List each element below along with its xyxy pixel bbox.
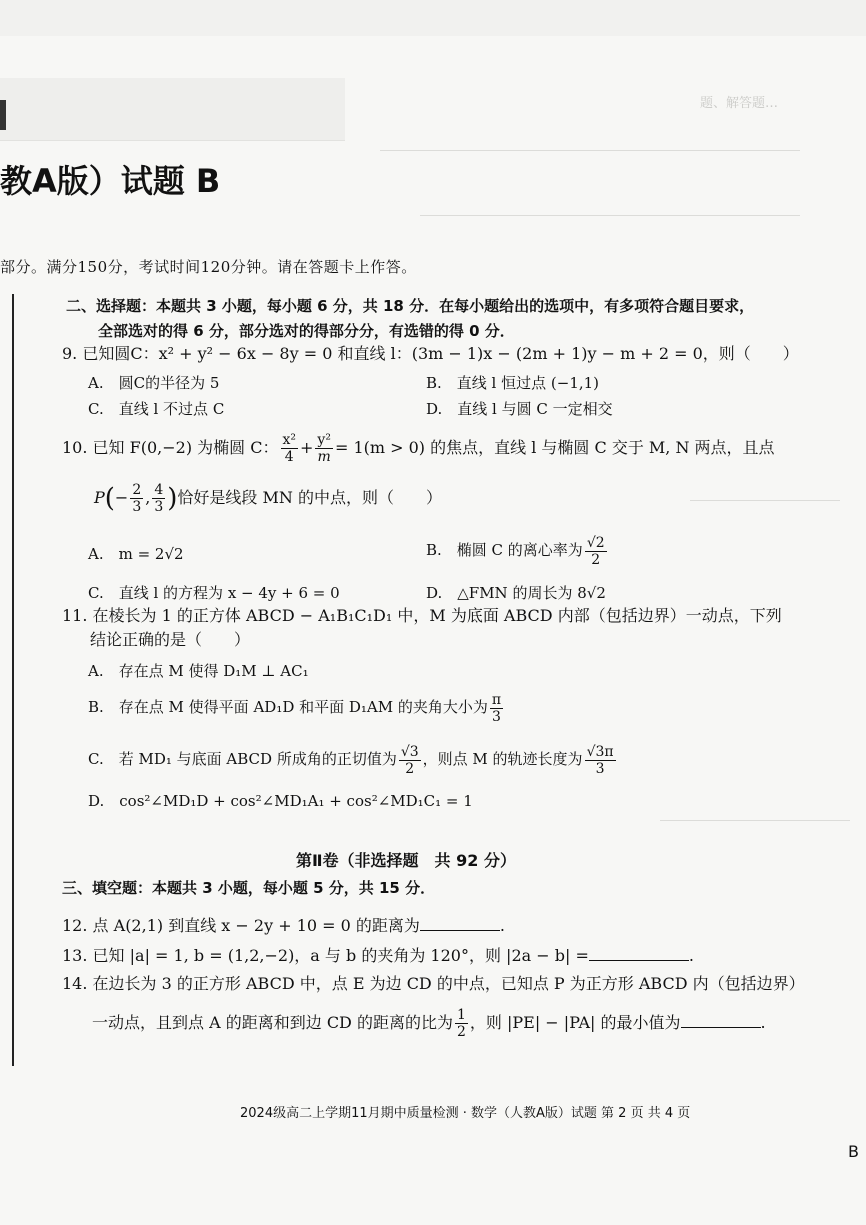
q10-option-b [426,530,609,570]
question-number: 14. [62,974,88,993]
question-number: 9. [62,344,78,363]
q9-option-b: B. 直线 l 恒过点 (−1,1) [426,374,600,392]
option-text: B. 存在点 M 使得平面 AD₁D 和平面 D₁AM 的夹角大小为 [88,698,488,716]
question-text: 恰好是线段 MN 的中点，则（ ） [177,488,442,507]
q9-option-d: D. 直线 l 与圆 C 一定相交 [426,400,613,418]
numerator: x² [282,432,297,448]
question-text: 已知 F(0,−2) 为椭圆 C： [92,438,279,457]
bleed-through-line [380,150,800,151]
section2-line2: 全部选对的得 6 分，部分选对的得部分分，有选错的得 0 分． [98,322,515,340]
q9-option-c: C. 直线 l 不过点 C [88,400,225,418]
question-12: 12. 点 A(2,1) 到直线 x − 2y + 10 = 0 的距离为 . [62,916,505,935]
question-14-line2: 一动点，且到点 A 的距离和到边 CD 的距离的比为 $\frac{1}{2}$ ，则 |PE| − |PA| 的最小值为 . [92,1007,766,1040]
option-text: C. 若 MD₁ 与底面 ABCD 所成角的正切值为 [88,750,397,768]
paren: ) [167,483,178,514]
denominator: m [317,449,331,465]
q10-option-c: C. 直线 l 的方程为 x − 4y + 6 = 0 [88,584,340,602]
numerator: π [491,691,502,708]
numerator: √2 [586,534,605,551]
denominator: 3 [492,708,501,725]
question-number: 12. [62,916,88,935]
question-11-stem [62,604,782,652]
page-heading: 教A版）试题 B [0,162,221,200]
q11-option-c [88,738,618,780]
fraction-pi-over-3 [490,692,503,725]
denominator: 3 [132,499,142,515]
section3-instructions: 三、填空题：本题共 3 小题，每小题 5 分，共 15 分． [62,879,436,897]
answer-blank [589,944,689,961]
pasted-over-header [0,78,345,141]
q11-option-d: D. cos²∠MD₁D + cos²∠MD₁A₁ + cos²∠MD₁C₁ = 1 [88,792,473,810]
answer-blank [420,914,500,931]
fraction-sqrt3pi-over-3 [585,744,616,777]
option-text: B. 椭圆 C 的离心率为 [426,541,583,559]
exam-notice: 部分。满分150分，考试时间120分钟。请在答题卡上作答。 [0,258,417,276]
question-number: 10. [62,438,88,457]
question-text: 在棱长为 1 的正方体 ABCD − A₁B₁C₁D₁ 中，M 为底面 ABCD 内部（包括边界）一动点，下列 [92,606,782,625]
denominator: 4 [284,449,294,465]
numerator: √3 [400,743,419,760]
q11-option-a: A. 存在点 M 使得 D₁M ⊥ AC₁ [88,662,309,680]
question-text: 点 A(2,1) 到直线 x − 2y + 10 = 0 的距离为 [92,916,420,935]
section2-instructions [66,294,754,344]
q9-option-a: A. 圆C的半径为 5 [88,374,220,392]
bleed-through-line [660,820,850,821]
fraction-1-over-2 [455,1007,468,1040]
section2-line1: 二、选择题：本题共 3 小题，每小题 6 分，共 18 分．在每小题给出的选项中，有多项符合题目要求， [66,297,755,315]
question-number: 13. [62,946,88,965]
fraction-sqrt2-over-2 [585,535,607,568]
question-text: 已知圆C：x² + y² − 6x − 8y = 0 和直线 l：(3m − 1)x − (2m + 1)y − m + 2 = 0，则（ ） [82,344,799,363]
fraction-y2-over-m [315,432,333,465]
question-13: 13. 已知 |a| = 1, b = (1,2,−2)，a 与 b 的夹角为 120°，则 |2a − b| = . [62,946,694,965]
bleed-through-line [690,500,840,501]
fraction-sqrt3-over-2 [399,744,421,777]
question-text: = 1(m > 0) 的焦点，直线 l 与椭圆 C 交于 M, N 两点，且点 [334,438,775,457]
bleed-through-text: 题、解答题… [700,96,831,111]
denominator: 2 [591,551,601,568]
q10-option-d: D. △FMN 的周长为 8√2 [426,584,606,602]
question-text: 已知 |a| = 1, b = (1,2,−2)，a 与 b 的夹角为 120°，则 |2a − b| = [92,946,589,965]
option-text: ，则点 M 的轨迹长度为 [422,750,583,768]
bleed-through-line [420,215,800,216]
numerator: 2 [132,482,142,498]
question-text: 一动点，且到点 A 的距离和到边 CD 的距离的比为 [92,1013,453,1032]
numerator: y² [317,432,331,448]
fraction-2-3 [130,482,143,515]
question-text: ，则 |PE| − |PA| 的最小值为 [469,1013,681,1032]
denominator: 2 [405,760,415,777]
point-label: P [94,488,105,507]
fraction-4-3 [152,482,165,515]
question-9-stem [62,342,799,366]
numerator: 4 [154,482,164,498]
q11-option-b [88,686,505,728]
question-text: 在边长为 3 的正方形 ABCD 中，点 E 为边 CD 的中点，已知点 P 为正方形 ABCD 内（包括边界） [92,974,805,993]
margin-rule [12,294,14,1066]
denominator: 3 [595,760,605,777]
answer-blank [681,1011,761,1028]
question-11-line1 [62,604,782,628]
question-10-point-p: P(− $\frac{2}{3}$ , $\frac{4}{3}$ )恰好是线段 MN 的中点，则（ ） [94,482,442,515]
page-footer: 2024级高二上学期11月期中质量检测 · 数学（人教A版）试题 第 2 页 共 4 页 [240,1106,691,1121]
page-corner-mark: B [848,1142,859,1161]
numerator: √3π [586,743,614,760]
fraction-x2-over-4 [281,432,299,465]
denominator: 2 [456,1024,466,1040]
question-number: 11. [62,606,88,625]
denominator: 3 [154,499,164,515]
q10-option-a: A. m = 2√2 [88,545,184,563]
question-11-line2: 结论正确的是（ ） [90,630,251,649]
header-edge-mark [0,100,6,130]
question-14-line1 [62,972,805,996]
paren: ( [104,483,115,514]
numerator: 1 [456,1007,466,1023]
question-10-stem: 10. 已知 F(0,−2) 为椭圆 C： $\frac{\text{x²}}{4}$ + $\frac{\text{y²}}{m}$ = 1(m > 0) 的焦点，直线 l 与椭圆 C 交于 M, N 两点，且点 [62,432,775,465]
part2-heading: 第Ⅱ卷（非选择题 共 92 分） [296,851,516,870]
